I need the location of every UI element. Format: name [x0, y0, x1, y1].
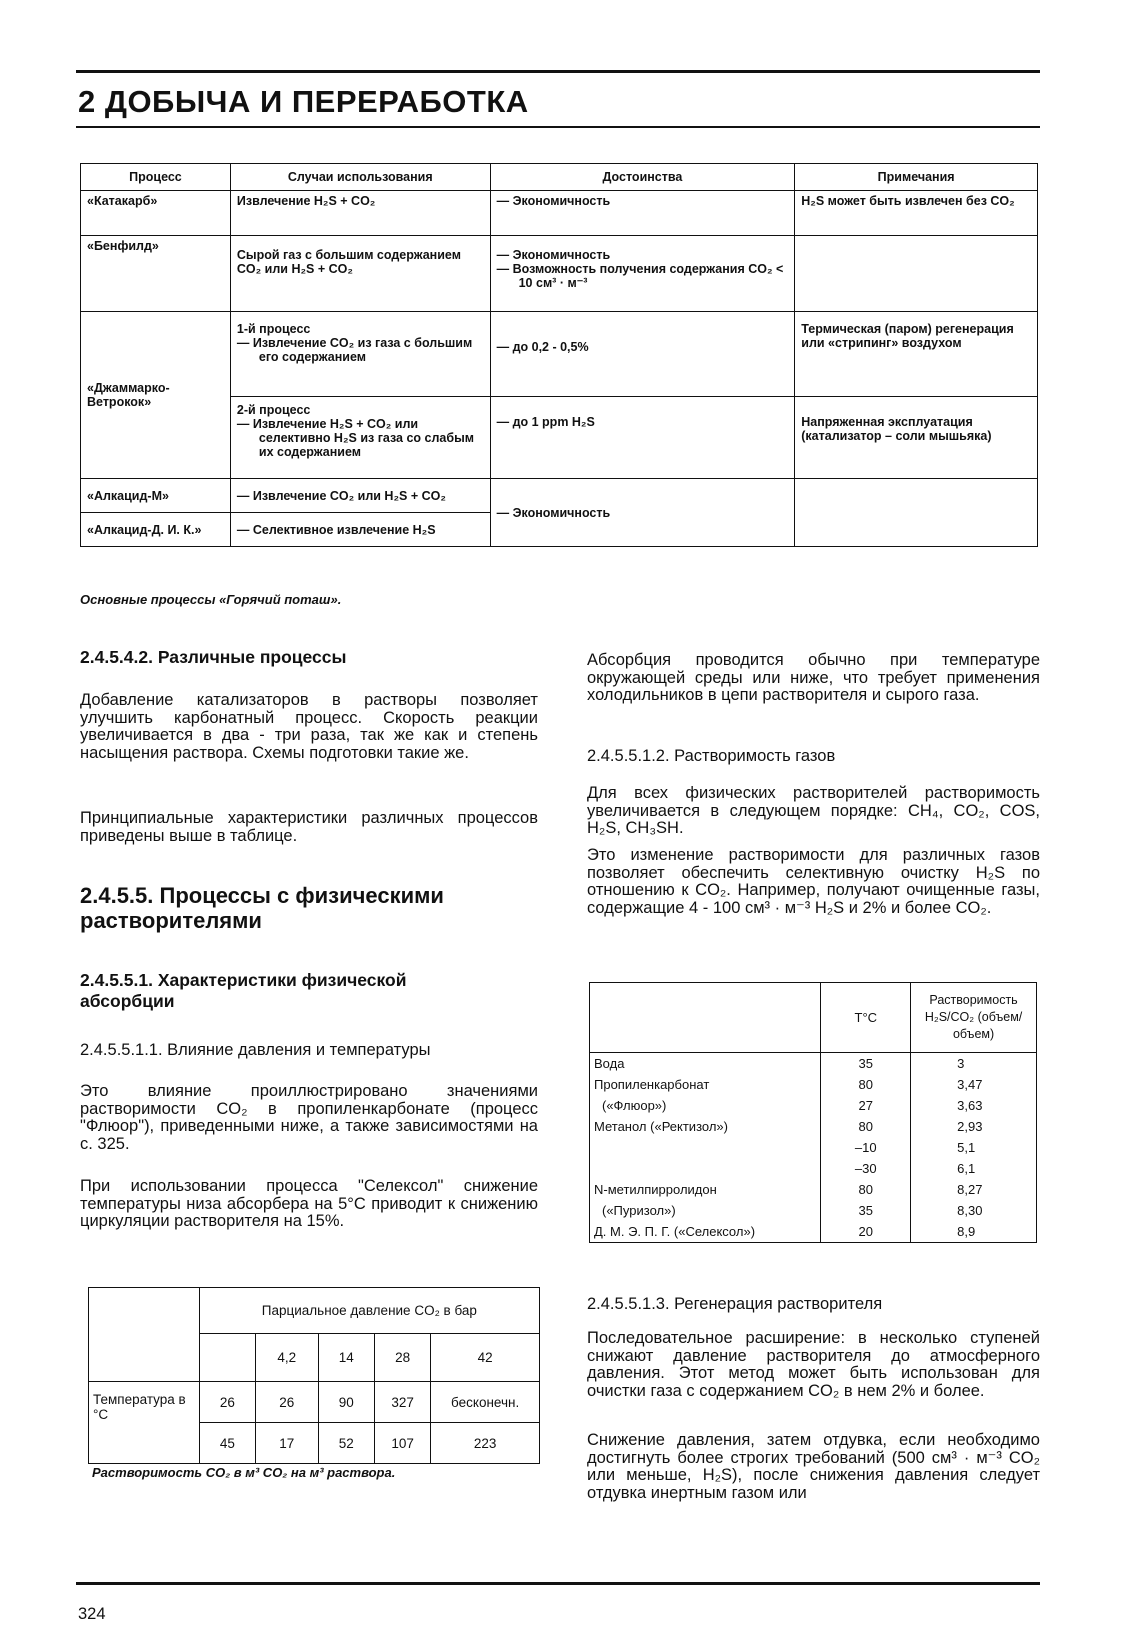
solvent-name: Метанол («Ректизол») — [590, 1116, 821, 1137]
table-cell — [89, 1288, 200, 1334]
section-heading: 2.4.5.5.1.1. Влияние давления и температуры — [80, 1041, 431, 1059]
temperature-cell: –10 — [821, 1137, 911, 1158]
table-cell — [81, 312, 231, 479]
table-header: T°C — [821, 983, 911, 1053]
table-header: Парциальное давление CO₂ в бар — [199, 1288, 539, 1334]
advantage-line: — Экономичность — [496, 248, 611, 262]
solvent-name — [590, 1137, 821, 1158]
solubility-cell: 3 — [911, 1053, 1037, 1075]
solvent-solubility-table — [589, 982, 1037, 1243]
table-cell: Напряженная эксплуатация (катализатор – соли мышьяка) — [795, 397, 1038, 479]
table-cell: Извлечение H₂S + CO₂ — [230, 191, 490, 236]
chapter-title: 2 ДОБЫЧА И ПЕРЕРАБОТКА — [78, 84, 529, 119]
table-cell: 45 — [199, 1423, 255, 1464]
section-heading: 2.4.5.5. Процессы с физическими растворителями — [80, 883, 444, 933]
section-heading: 2.4.5.5.1.2. Растворимость газов — [587, 747, 836, 765]
table-cell: «Алкацид-Д. И. К.» — [81, 513, 231, 547]
advantage-line: — Возможность получения содержания CO₂ < 10 см³ · м⁻³ — [496, 262, 784, 290]
table-cell: «Бенфилд» — [81, 236, 231, 312]
table-header: Достоинства — [490, 164, 795, 191]
solvent-name — [590, 1158, 821, 1179]
solubility-cell: 6,1 — [911, 1158, 1037, 1179]
table-cell: «Алкацид-М» — [81, 479, 231, 513]
paragraph: Это изменение растворимости для различных газов позволяет обеспечить селективную очистку H₂S по отношению к CO₂. Например, получают очищенные газы, содержащие 4 - 100 см³ · м⁻³ H₂S и 2% и более CO₂. — [587, 846, 1040, 917]
section-heading: 2.4.5.5.1.3. Регенерация растворителя — [587, 1295, 883, 1313]
table-cell: 28 — [374, 1334, 430, 1382]
process-name: «Джаммарко-Ветрокок» — [87, 381, 170, 409]
solvent-name: Пропиленкарбонат — [590, 1074, 821, 1095]
table-cell: 17 — [256, 1423, 318, 1464]
table-cell: — до 0,2 - 0,5% — [490, 312, 795, 397]
section-heading: 2.4.5.4.2. Различные процессы — [80, 647, 347, 667]
table-cell — [199, 1334, 255, 1382]
table-cell: 42 — [431, 1334, 540, 1382]
temperature-cell: 35 — [821, 1200, 911, 1221]
table-cell: Температура в °C — [89, 1382, 200, 1464]
solubility-cell: 2,93 — [911, 1116, 1037, 1137]
table-cell — [89, 1334, 200, 1382]
top-rule — [76, 70, 1040, 73]
solvent-name: Вода — [590, 1053, 821, 1075]
table1-caption: Основные процессы «Горячий поташ». — [80, 592, 342, 607]
solubility-cell: 8,9 — [911, 1221, 1037, 1243]
table3-caption: Растворимость CO₂ в м³ CO₂ на м³ раствора. — [92, 1465, 396, 1480]
temperature-cell: 80 — [821, 1074, 911, 1095]
solubility-cell: 8,27 — [911, 1179, 1037, 1200]
table-cell — [490, 236, 795, 312]
title-rule — [76, 126, 1040, 128]
table-header: Примечания — [795, 164, 1038, 191]
solvent-name: («Пуризол») — [590, 1200, 821, 1221]
subprocess-title: 1-й процесс — [236, 322, 311, 336]
table-header: Процесс — [81, 164, 231, 191]
page-number: 324 — [78, 1605, 106, 1623]
table-cell: 52 — [318, 1423, 374, 1464]
subprocess-title: 2-й процесс — [236, 403, 311, 417]
table-cell — [230, 397, 490, 479]
temperature-cell: 35 — [821, 1053, 911, 1075]
temperature-cell: 27 — [821, 1095, 911, 1116]
solvent-name: («Флюор») — [590, 1095, 821, 1116]
table-header — [590, 983, 821, 1053]
table-cell: 107 — [374, 1423, 430, 1464]
temperature-cell: 80 — [821, 1179, 911, 1200]
section-heading: 2.4.5.5.1. Характеристики физической абсорбции — [80, 970, 407, 1011]
table-cell: — Извлечение CO₂ или H₂S + CO₂ — [230, 479, 490, 513]
co2-solubility-table — [88, 1287, 540, 1464]
table-cell: — Экономичность — [490, 191, 795, 236]
paragraph: Для всех физических растворителей растворимость увеличивается в следующем порядке: CH₄, CO₂, COS, H₂S, CH₃SH. — [587, 784, 1040, 837]
table-cell: 14 — [318, 1334, 374, 1382]
solubility-cell: 8,30 — [911, 1200, 1037, 1221]
table-cell: 223 — [431, 1423, 540, 1464]
table-cell: бесконечн. — [431, 1382, 540, 1423]
table-cell: Сырой газ с большим содержанием CO₂ или H₂S + CO₂ — [230, 236, 490, 312]
paragraph: При использовании процесса "Селексол" снижение температуры низа абсорбера на 5°C приводит к снижению циркуляции растворителя на 15%. — [80, 1177, 538, 1230]
solubility-cell: 3,63 — [911, 1095, 1037, 1116]
solubility-cell: 3,47 — [911, 1074, 1037, 1095]
table-cell — [795, 236, 1038, 312]
paragraph: Добавление катализаторов в растворы позволяет улучшить карбонатный процесс. Скорость реакции увеличивается в два - три раза, так же как и степень насыщения раствора. Схемы подготовки такие же. — [80, 691, 538, 762]
table-cell: 26 — [256, 1382, 318, 1423]
table-cell: 26 — [199, 1382, 255, 1423]
table-cell — [795, 479, 1038, 547]
paragraph: Последовательное расширение: в несколько ступеней снижают давление растворителя до атмосферного давления. Этот метод может быть использован для очистки газа с содержанием CO₂ в нем 2% и более. — [587, 1329, 1040, 1400]
table-header: Растворимость H₂S/CO₂ (объем/объем) — [911, 983, 1037, 1053]
paragraph: Абсорбция проводится обычно при температуре окружающей среды или ниже, что требует применения холодильников в цепи растворителя и сырого газа. — [587, 651, 1040, 704]
table-cell: — до 1 ppm H₂S — [490, 397, 795, 479]
temperature-cell: 80 — [821, 1116, 911, 1137]
temperature-cell: 20 — [821, 1221, 911, 1243]
table-cell: — Селективное извлечение H₂S — [230, 513, 490, 547]
bottom-rule — [76, 1582, 1040, 1585]
table-cell: H₂S может быть извлечен без CO₂ — [795, 191, 1038, 236]
table-cell: — Экономичность — [490, 479, 795, 547]
paragraph: Это влияние проиллюстрировано значениями растворимости CO₂ в пропиленкарбонате (процесс "Флюор"), приведенными ниже, а также зависимостями на с. 325. — [80, 1082, 538, 1153]
solvent-name: N-метилпирролидон — [590, 1179, 821, 1200]
table-cell — [230, 312, 490, 397]
table-cell: 4,2 — [256, 1334, 318, 1382]
table-cell: 90 — [318, 1382, 374, 1423]
table-cell: Термическая (паром) регенерация или «стрипинг» воздухом — [795, 312, 1038, 397]
table-cell: 327 — [374, 1382, 430, 1423]
table-header: Случаи использования — [230, 164, 490, 191]
use-line: — Извлечение H₂S + CO₂ или селективно H₂S из газа со слабым их содержанием — [236, 417, 475, 459]
temperature-cell: –30 — [821, 1158, 911, 1179]
solvent-name: Д. М. Э. П. Г. («Селексол») — [590, 1221, 821, 1243]
use-line: — Извлечение CO₂ из газа с большим его содержанием — [236, 336, 473, 364]
table-cell: «Катакарб» — [81, 191, 231, 236]
processes-table — [80, 163, 1038, 547]
solubility-cell: 5,1 — [911, 1137, 1037, 1158]
paragraph: Снижение давления, затем отдувка, если необходимо достигнуть более строгих требований (500 см³ · м⁻³ CO₂ или меньше, H₂S), после снижения давления следует отдувка инертным газом или — [587, 1431, 1040, 1502]
paragraph: Принципиальные характеристики различных процессов приведены выше в таблице. — [80, 809, 538, 845]
